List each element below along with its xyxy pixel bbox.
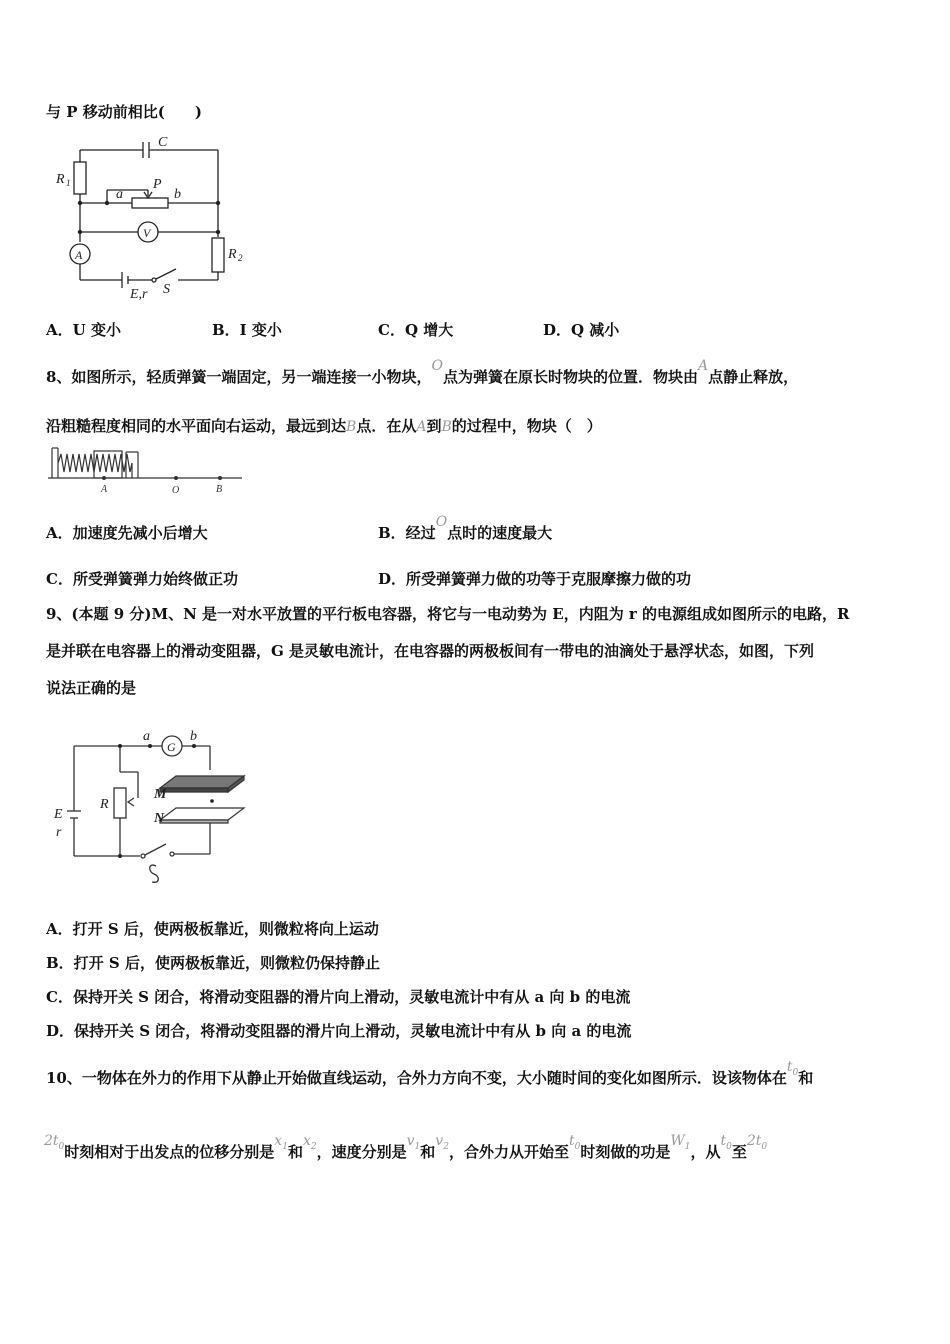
q8-symbol-o: O xyxy=(431,358,443,374)
q7-label-c: C xyxy=(158,135,168,150)
q9-galvanometer-label: G xyxy=(167,740,176,754)
q9-stem-line3: 说法正确的是 xyxy=(46,679,137,697)
q7-label-r2-sub: 2 xyxy=(238,253,243,263)
q10-stem-line1: 10、一物体在外力的作用下从静止开始做直线运动，合外力方向不变，大小随时间的变化如图所示．设该物体在$t_0$和 xyxy=(46,1059,814,1087)
q7-voltmeter-label: V xyxy=(143,226,151,240)
q9-label-b: b xyxy=(190,729,197,744)
q9-option-c: C．保持开关 S 闭合，将滑动变阻器的滑片向上滑动，灵敏电流计中有从 a 向 b 的电流 xyxy=(46,988,631,1006)
q9-label-r: R xyxy=(100,797,109,812)
q8-symbol-a: A xyxy=(697,358,709,374)
q7-tail: 与 P 移动前相比( ) xyxy=(46,103,202,121)
q7-option-b: B．I 变小 xyxy=(212,321,282,339)
q8-option-c: C．所受弹簧弹力始终做正功 xyxy=(46,570,238,588)
q7-circuit-figure xyxy=(50,132,260,302)
q8-option-a: A．加速度先减小后增大 xyxy=(46,524,208,542)
q9-label-r-internal: r xyxy=(56,825,62,840)
q8-option-d: D．所受弹簧弹力做的功等于克服摩擦力做的功 xyxy=(378,570,692,588)
q8-stem-line2: 沿粗糙程度相同的水平面向右运动，最远到达B点．在从A到B的过程中，物块（ ） xyxy=(46,417,602,435)
q9-option-a: A．打开 S 后，使两极板靠近，则微粒将向上运动 xyxy=(46,920,379,938)
q7-label-r2: R xyxy=(228,247,237,262)
q8-fig-label-o: O xyxy=(172,485,180,496)
q9-option-d: D．保持开关 S 闭合，将滑动变阻器的滑片向上滑动，灵敏电流计中有从 b 向 a 的电流 xyxy=(46,1022,632,1040)
q8-option-b: B．经过O点时的速度最大 xyxy=(378,514,553,542)
q7-label-p: P xyxy=(153,177,162,192)
q7-label-a: a xyxy=(116,187,123,202)
q7-label-r1-sub: 1 xyxy=(66,178,71,188)
q9-option-b: B．打开 S 后，使两极板靠近，则微粒仍保持静止 xyxy=(46,954,380,972)
q7-label-s: S xyxy=(163,282,170,297)
q7-ammeter-label: A xyxy=(75,248,83,262)
q9-circuit-figure xyxy=(48,726,258,888)
q7-option-a: A．U 变小 xyxy=(46,321,121,339)
q8-stem-line1: 8、如图所示，轻质弹簧一端固定，另一端连接一小物块，O点为弹簧在原长时物块的位置．物块由A点静止释放， xyxy=(46,358,799,386)
q9-stem-line2: 是并联在电容器上的滑动变阻器，G 是灵敏电流计，在电容器的两极板间有一带电的油滴处于悬浮状态，如图，下列 xyxy=(46,642,815,660)
q9-label-a: a xyxy=(143,729,150,744)
q7-label-b: b xyxy=(174,187,181,202)
q7-label-er: E,r xyxy=(130,287,148,302)
q8-spring-figure xyxy=(46,446,246,498)
q9-label-n: N xyxy=(154,811,165,826)
q8-fig-label-a: A xyxy=(101,484,108,495)
q10-stem-line2: $2t_0$时刻相对于出发点的位移分别是$x_1$和$x_2$，速度分别是$v_1$和$v_2$，合外力从开始至$t_0$时刻做的功是$W_1$，从$t_0$至$2t_0$ xyxy=(44,1133,768,1161)
q7-option-d: D．Q 减小 xyxy=(543,321,620,339)
q9-label-m: M xyxy=(154,787,167,802)
q9-label-e: E xyxy=(54,807,63,822)
q8-fig-label-b: B xyxy=(216,484,223,495)
q9-stem-line1: 9、(本题 9 分)M、N 是一对水平放置的平行板电容器，将它与一电动势为 E，内阻为 r 的电源组成如图所示的电路，R xyxy=(46,605,850,623)
q7-option-c: C．Q 增大 xyxy=(378,321,454,339)
q7-label-r1: R xyxy=(56,172,65,187)
